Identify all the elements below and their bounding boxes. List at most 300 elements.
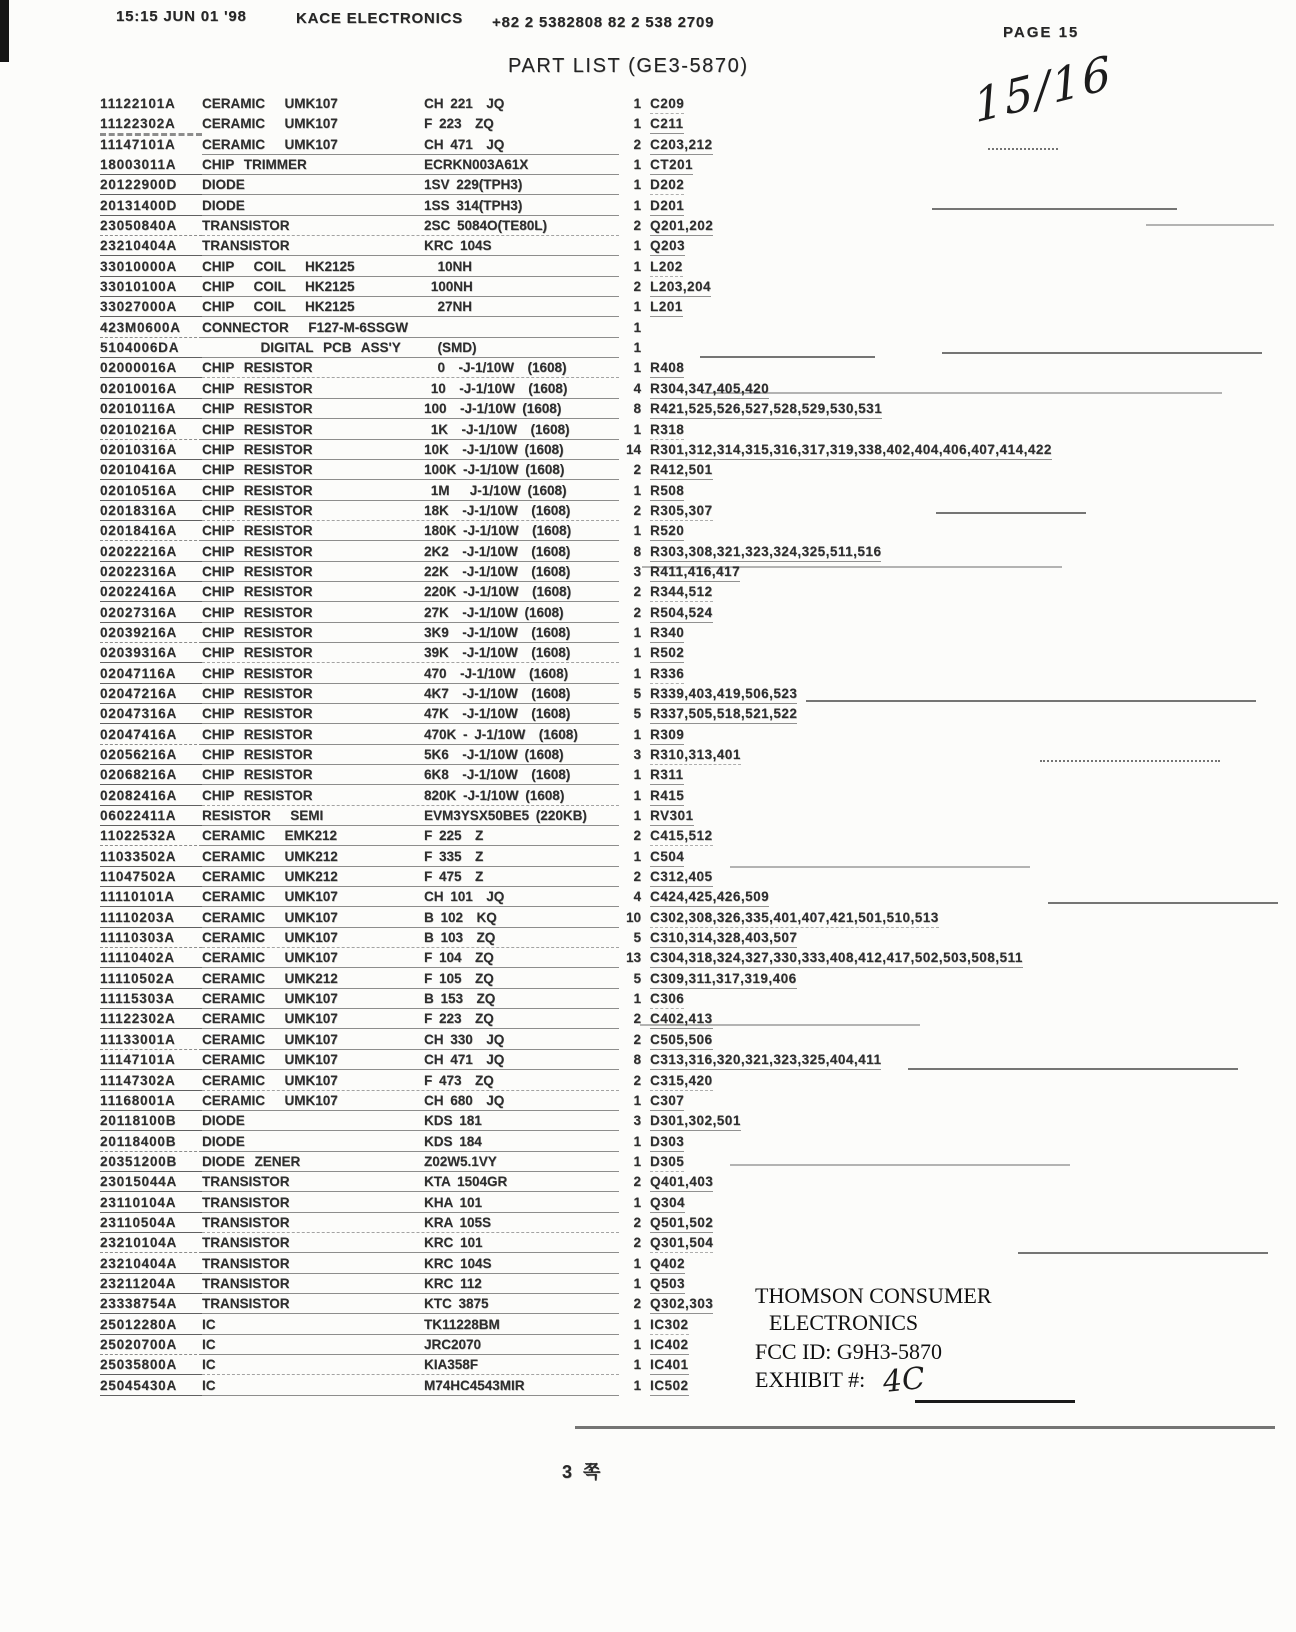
part-description: DIODE [202, 177, 245, 193]
part-number: 20118100B [100, 1113, 202, 1131]
fax-noise-line [942, 352, 1262, 354]
part-row [100, 320, 1280, 340]
part-number: 23015044A [100, 1174, 202, 1192]
part-description: CERAMIC UMK107 [202, 136, 338, 152]
stamp-exhibit-label: EXHIBIT #: [755, 1367, 866, 1392]
part-number: 02056216A [100, 747, 202, 765]
part-row [100, 462, 1280, 482]
part-number: 23110504A [100, 1215, 202, 1233]
part-quantity: 2 [633, 218, 641, 234]
part-spec: CH 471 JQ [424, 1052, 505, 1068]
part-row [100, 625, 1280, 645]
part-quantity: 3 [633, 563, 641, 579]
part-number: 23211204A [100, 1276, 202, 1294]
fax-noise-line [1048, 902, 1278, 904]
part-spec: KRC 101 [424, 1235, 483, 1251]
part-row [100, 483, 1280, 503]
part-spec: 10NH [424, 258, 473, 274]
part-row [100, 1357, 1280, 1377]
part-quantity: 8 [633, 1052, 641, 1068]
part-number: 06022411A [100, 808, 202, 826]
part-description: CERAMIC UMK212 [202, 848, 338, 864]
part-number: 33010100A [100, 279, 202, 297]
part-references: L203,204 [650, 279, 711, 297]
part-description: IC [202, 1357, 216, 1373]
part-spec: 180K -J-1/10W (1608) [424, 523, 572, 539]
part-description: CERAMIC UMK212 [202, 869, 338, 885]
part-references: C309,311,317,319,406 [650, 971, 797, 989]
part-quantity: 1 [633, 523, 641, 539]
part-quantity: 1 [633, 360, 641, 376]
part-number: 33027000A [100, 299, 202, 317]
part-quantity: 2 [633, 1011, 641, 1027]
part-spec: 5K6 -J-1/10W (1608) [424, 747, 564, 762]
part-references: R318 [650, 422, 684, 440]
part-row [100, 1195, 1280, 1215]
part-spec: KHA 101 [424, 1194, 483, 1210]
part-spec: 6K8 -J-1/10W (1608) [424, 767, 571, 783]
part-spec: 2K2 -J-1/10W (1608) [424, 543, 571, 559]
fax-noise-line [806, 700, 1256, 702]
part-row [100, 442, 1280, 462]
part-spec: F 225 Z [424, 828, 484, 844]
part-quantity: 1 [633, 1153, 641, 1169]
part-description: CERAMIC EMK212 [202, 828, 338, 844]
part-references: R336 [650, 666, 684, 684]
part-quantity: 1 [633, 299, 641, 315]
part-description: CERAMIC UMK107 [202, 930, 338, 946]
part-quantity: 8 [633, 543, 641, 559]
part-number: 25035800A [100, 1357, 202, 1375]
part-number: 11122302A [100, 116, 202, 136]
part-quantity: 1 [633, 421, 641, 437]
part-row [100, 930, 1280, 950]
fax-noise-line [730, 1164, 1070, 1166]
part-quantity: 2 [633, 1031, 641, 1047]
part-description: CHIP RESISTOR [202, 360, 313, 376]
part-description: CHIP RESISTOR [202, 563, 313, 579]
part-spec: F 105 ZQ [424, 970, 494, 986]
part-quantity: 1 [633, 1357, 641, 1373]
part-row [100, 503, 1280, 523]
part-quantity: 1 [633, 1275, 641, 1291]
part-spec: EVM3YSX50BE5 (220KB) [424, 808, 587, 824]
part-references: C307 [650, 1093, 684, 1111]
part-row [100, 238, 1280, 258]
part-number: 02010116A [100, 401, 202, 419]
part-references: R309 [650, 727, 684, 745]
part-quantity: 1 [633, 177, 641, 193]
part-description: CHIP RESISTOR [202, 584, 313, 600]
part-row [100, 1093, 1280, 1113]
part-references: IC401 [650, 1357, 689, 1375]
fax-header [0, 8, 1296, 48]
part-number: 33010000A [100, 259, 202, 277]
part-references: R303,308,321,323,324,325,511,516 [650, 544, 881, 562]
part-references: R337,505,518,521,522 [650, 706, 797, 724]
part-quantity: 3 [633, 1113, 641, 1129]
part-quantity: 2 [633, 869, 641, 885]
part-quantity: 2 [633, 1174, 641, 1190]
part-references: D202 [650, 177, 684, 195]
part-spec: F 473 ZQ [424, 1072, 494, 1088]
part-number: 5104006DA [100, 340, 202, 358]
part-row [100, 340, 1280, 360]
fax-sender: KACE ELECTRONICS [296, 10, 463, 27]
part-spec: 10 -J-1/10W (1608) [424, 380, 568, 396]
part-references: R305,307 [650, 503, 713, 521]
part-references: Q402 [650, 1256, 685, 1274]
fcc-stamp-block [755, 1282, 992, 1401]
part-description: CHIP RESISTOR [202, 543, 313, 559]
part-description: CHIP RESISTOR [202, 787, 313, 803]
fax-noise-line [1040, 760, 1220, 762]
part-quantity: 1 [633, 665, 641, 681]
part-number: 02047316A [100, 706, 202, 724]
part-spec: CH 680 JQ [424, 1092, 505, 1108]
part-row [100, 828, 1280, 848]
part-references: R408 [650, 360, 684, 378]
part-spec: CH 330 JQ [424, 1031, 505, 1047]
part-description: DIODE ZENER [202, 1153, 301, 1169]
part-spec: (SMD) [424, 340, 477, 356]
part-row [100, 157, 1280, 177]
parts-rows [100, 96, 1280, 1401]
part-description: RESISTOR SEMI [202, 808, 324, 824]
part-description: CHIP RESISTOR [202, 523, 313, 539]
part-spec: 2SC 5084O(TE80L) [424, 218, 548, 234]
stamp-company-line1: THOMSON CONSUMER [755, 1283, 992, 1308]
part-references: C315,420 [650, 1073, 713, 1091]
part-number: 11168001A [100, 1093, 202, 1111]
part-description: IC [202, 1377, 216, 1393]
fax-page-label: PAGE 15 [1003, 24, 1080, 41]
part-row [100, 808, 1280, 828]
part-description: CHIP RESISTOR [202, 482, 313, 498]
part-number: 11133001A [100, 1032, 202, 1050]
part-quantity: 5 [633, 706, 641, 722]
part-description: CERAMIC UMK212 [202, 970, 338, 986]
part-references: R508 [650, 483, 684, 501]
part-spec: TK11228BM [424, 1316, 500, 1332]
part-spec: 470K - J-1/10W (1608) [424, 726, 578, 742]
part-number: 11110203A [100, 910, 202, 928]
part-spec: F 335 Z [424, 848, 484, 864]
part-number: 20351200B [100, 1154, 202, 1172]
part-spec: 1SV 229(TPH3) [424, 177, 523, 193]
part-quantity: 5 [633, 970, 641, 986]
part-description: TRANSISTOR [202, 1296, 290, 1312]
part-references: Q203 [650, 238, 685, 256]
part-number: 02022416A [100, 584, 202, 602]
part-references: Q201,202 [650, 218, 713, 236]
part-number: 11047502A [100, 869, 202, 887]
part-quantity: 1 [633, 482, 641, 498]
part-spec: 22K -J-1/10W (1608) [424, 563, 571, 579]
part-description: CHIP RESISTOR [202, 706, 313, 722]
fax-phone-numbers: +82 2 5382808 82 2 538 2709 [492, 14, 715, 31]
fax-noise-line [700, 356, 875, 358]
part-references: R310,313,401 [650, 747, 741, 765]
part-references: R301,312,314,315,316,317,319,338,402,404,406,407,414,422 [650, 442, 1052, 460]
part-row [100, 645, 1280, 665]
part-spec: KRC 112 [424, 1275, 482, 1291]
part-number: 02010516A [100, 483, 202, 501]
part-spec: 1K -J-1/10W (1608) [424, 421, 570, 437]
part-description: CHIP RESISTOR [202, 645, 313, 661]
part-spec: F 223 ZQ [424, 1011, 494, 1027]
part-description: CERAMIC UMK107 [202, 96, 338, 111]
handwritten-exhibit-number: 4C [881, 1360, 927, 1401]
handwritten-page-fraction: 15/16 [971, 44, 1116, 134]
part-number: 25045430A [100, 1378, 202, 1396]
part-spec: ECRKN003A61X [424, 157, 529, 173]
part-references: Q304 [650, 1195, 685, 1213]
part-row [100, 259, 1280, 279]
part-number: 11147302A [100, 1073, 202, 1091]
part-quantity: 1 [633, 1092, 641, 1108]
part-row [100, 523, 1280, 543]
part-row [100, 1256, 1280, 1276]
fax-noise-line [988, 148, 1058, 150]
part-spec: B 153 ZQ [424, 991, 496, 1007]
part-spec: 820K -J-1/10W (1608) [424, 787, 565, 803]
part-spec: KRC 104S [424, 1255, 492, 1271]
part-references: R415 [650, 788, 684, 806]
part-number: 423M0600A [100, 320, 202, 338]
part-spec: CH 471 JQ [424, 136, 505, 152]
part-row [100, 686, 1280, 706]
part-row [100, 869, 1280, 889]
part-description: CHIP RESISTOR [202, 401, 313, 417]
part-references: C312,405 [650, 869, 713, 887]
part-description: CERAMIC UMK107 [202, 889, 338, 905]
stamp-fcc-id: FCC ID: G9H3-5870 [755, 1339, 943, 1364]
part-description: DIGITAL PCB ASS'Y [202, 340, 401, 356]
part-number: 02018416A [100, 523, 202, 541]
stamp-company-line2: ELECTRONICS [769, 1310, 919, 1335]
part-description: CERAMIC UMK107 [202, 1031, 338, 1047]
part-description: CHIP RESISTOR [202, 665, 313, 681]
part-number: 23210104A [100, 1235, 202, 1253]
part-references: R421,525,526,527,528,529,530,531 [650, 401, 882, 419]
part-description: CHIP RESISTOR [202, 604, 313, 620]
part-number: 11147101A [100, 1052, 202, 1070]
part-references: C313,316,320,321,323,325,404,411 [650, 1052, 881, 1070]
part-row [100, 544, 1280, 564]
part-spec: 100K -J-1/10W (1608) [424, 462, 565, 478]
part-references: R340 [650, 625, 684, 643]
part-quantity: 2 [633, 1072, 641, 1088]
part-description: CERAMIC UMK107 [202, 950, 338, 966]
part-references: Q302,303 [650, 1296, 713, 1314]
part-description: CHIP RESISTOR [202, 726, 313, 742]
part-quantity: 1 [633, 1133, 641, 1149]
part-spec: 18K -J-1/10W (1608) [424, 502, 571, 518]
part-description: CONNECTOR F127-M-6SSGW [202, 319, 409, 335]
part-references: D201 [650, 198, 684, 216]
part-description: CHIP RESISTOR [202, 380, 313, 396]
part-quantity: 1 [633, 1194, 641, 1210]
part-quantity: 1 [633, 157, 641, 173]
part-row [100, 1011, 1280, 1031]
part-description: TRANSISTOR [202, 1174, 290, 1190]
part-description: DIODE [202, 1133, 245, 1149]
part-row [100, 299, 1280, 319]
part-spec: 27NH [424, 299, 473, 315]
part-description: CHIP RESISTOR [202, 462, 313, 478]
part-quantity: 5 [633, 930, 641, 946]
part-spec: B 103 ZQ [424, 930, 496, 946]
part-references: Q301,504 [650, 1235, 713, 1253]
part-number: 18003011A [100, 157, 202, 175]
part-spec: 10K -J-1/10W (1608) [424, 441, 564, 457]
part-number: 02010216A [100, 422, 202, 440]
part-spec: JRC2070 [424, 1336, 482, 1352]
part-quantity: 1 [633, 1255, 641, 1271]
part-description: CHIP RESISTOR [202, 685, 313, 701]
part-row [100, 1154, 1280, 1174]
part-number: 11122302A [100, 1011, 202, 1029]
part-quantity: 10 [625, 909, 641, 925]
part-quantity: 14 [625, 441, 641, 457]
part-row [100, 401, 1280, 421]
part-number: 11033502A [100, 849, 202, 867]
part-row [100, 360, 1280, 380]
part-description: CHIP TRIMMER [202, 157, 307, 173]
part-references: R344,512 [650, 584, 713, 602]
part-description: TRANSISTOR [202, 218, 290, 234]
part-number: 20118400B [100, 1134, 202, 1152]
part-quantity: 2 [633, 1214, 641, 1230]
part-row [100, 1296, 1280, 1316]
part-number: 11022532A [100, 828, 202, 846]
part-number: 02039316A [100, 645, 202, 663]
fax-noise-line [640, 1024, 920, 1026]
part-quantity: 2 [633, 136, 641, 152]
part-description: CHIP COIL HK2125 [202, 299, 355, 315]
part-references: C302,308,326,335,401,407,421,501,510,513 [650, 910, 939, 928]
part-references: R411,416,417 [650, 564, 740, 582]
part-description: CERAMIC UMK107 [202, 116, 338, 132]
part-quantity: 1 [633, 726, 641, 742]
part-row [100, 137, 1280, 157]
part-spec: KDS 181 [424, 1113, 482, 1129]
part-references: D305 [650, 1154, 684, 1172]
part-quantity: 1 [633, 319, 641, 335]
part-description: CERAMIC UMK107 [202, 909, 338, 925]
part-number: 02018316A [100, 503, 202, 521]
part-spec: M74HC4543MIR [424, 1377, 525, 1393]
part-spec: F 475 Z [424, 869, 484, 885]
part-spec: F 223 ZQ [424, 116, 494, 132]
part-spec: 470 -J-1/10W (1608) [424, 665, 569, 681]
part-references: R502 [650, 645, 684, 663]
part-references: C402,413 [650, 1011, 713, 1029]
part-number: 11147101A [100, 136, 176, 152]
part-spec: Z02W5.1VY [424, 1153, 497, 1169]
part-row [100, 279, 1280, 299]
part-quantity: 3 [633, 747, 641, 762]
part-row [100, 1174, 1280, 1194]
part-number: 25012280A [100, 1317, 202, 1335]
part-quantity: 1 [633, 340, 641, 356]
fax-noise-line [932, 208, 1177, 210]
part-number: 11110502A [100, 971, 202, 989]
part-row [100, 584, 1280, 604]
part-spec: 0 -J-1/10W (1608) [424, 360, 567, 376]
part-quantity: 8 [633, 401, 641, 417]
part-number: 11110402A [100, 950, 202, 968]
part-quantity: 5 [633, 685, 641, 701]
part-row [100, 910, 1280, 930]
part-spec: 39K -J-1/10W (1608) [424, 645, 571, 661]
fax-noise-line [1018, 1252, 1268, 1254]
part-quantity: 1 [633, 258, 641, 274]
part-row [100, 889, 1280, 909]
part-row [100, 788, 1280, 808]
part-row [100, 727, 1280, 747]
part-references: C415,512 [650, 828, 713, 846]
part-spec: KTC 3875 [424, 1296, 489, 1312]
part-row [100, 218, 1280, 238]
part-description: CHIP RESISTOR [202, 421, 313, 437]
part-quantity: 2 [633, 279, 641, 295]
part-references: C505,506 [650, 1032, 713, 1050]
fax-noise-line [1146, 224, 1274, 226]
part-description: IC [202, 1336, 216, 1352]
part-spec: 100 -J-1/10W (1608) [424, 401, 562, 417]
part-quantity: 1 [633, 1377, 641, 1393]
part-description: CERAMIC UMK107 [202, 1072, 338, 1088]
part-description: CHIP RESISTOR [202, 624, 313, 640]
part-quantity: 13 [625, 950, 641, 966]
part-description: CERAMIC UMK107 [202, 1052, 338, 1068]
part-number: 11110303A [100, 930, 202, 948]
part-row [100, 849, 1280, 869]
part-description: TRANSISTOR [202, 238, 290, 254]
part-references: R339,403,419,506,523 [650, 686, 797, 704]
part-spec: 220K -J-1/10W (1608) [424, 584, 572, 600]
part-number: 02047116A [100, 666, 202, 684]
part-row [100, 177, 1280, 197]
fax-noise-line [702, 392, 1222, 394]
part-number: 02047416A [100, 727, 202, 745]
part-spec: KDS 184 [424, 1133, 482, 1149]
part-spec: 1SS 314(TPH3) [424, 197, 523, 213]
part-spec: 4K7 -J-1/10W (1608) [424, 685, 571, 701]
part-description: DIODE [202, 1113, 245, 1129]
part-number: 11122101A [100, 96, 176, 111]
part-spec: KRA 105S [424, 1214, 492, 1230]
part-references: Q503 [650, 1276, 685, 1294]
part-spec: KTA 1504GR [424, 1174, 508, 1190]
part-row [100, 1073, 1280, 1093]
part-references: C310,314,328,403,507 [650, 930, 797, 948]
part-row [100, 381, 1280, 401]
part-spec: CH 221 JQ [424, 96, 505, 111]
part-number: 02000016A [100, 360, 202, 378]
part-quantity: 1 [633, 1316, 641, 1332]
part-description: CHIP COIL HK2125 [202, 279, 355, 295]
part-number: 23050840A [100, 218, 202, 236]
part-references: C424,425,426,509 [650, 889, 769, 907]
part-row [100, 971, 1280, 991]
part-spec: F 104 ZQ [424, 950, 494, 966]
part-description: CHIP RESISTOR [202, 502, 313, 518]
part-references: IC402 [650, 1337, 689, 1355]
part-row [100, 666, 1280, 686]
